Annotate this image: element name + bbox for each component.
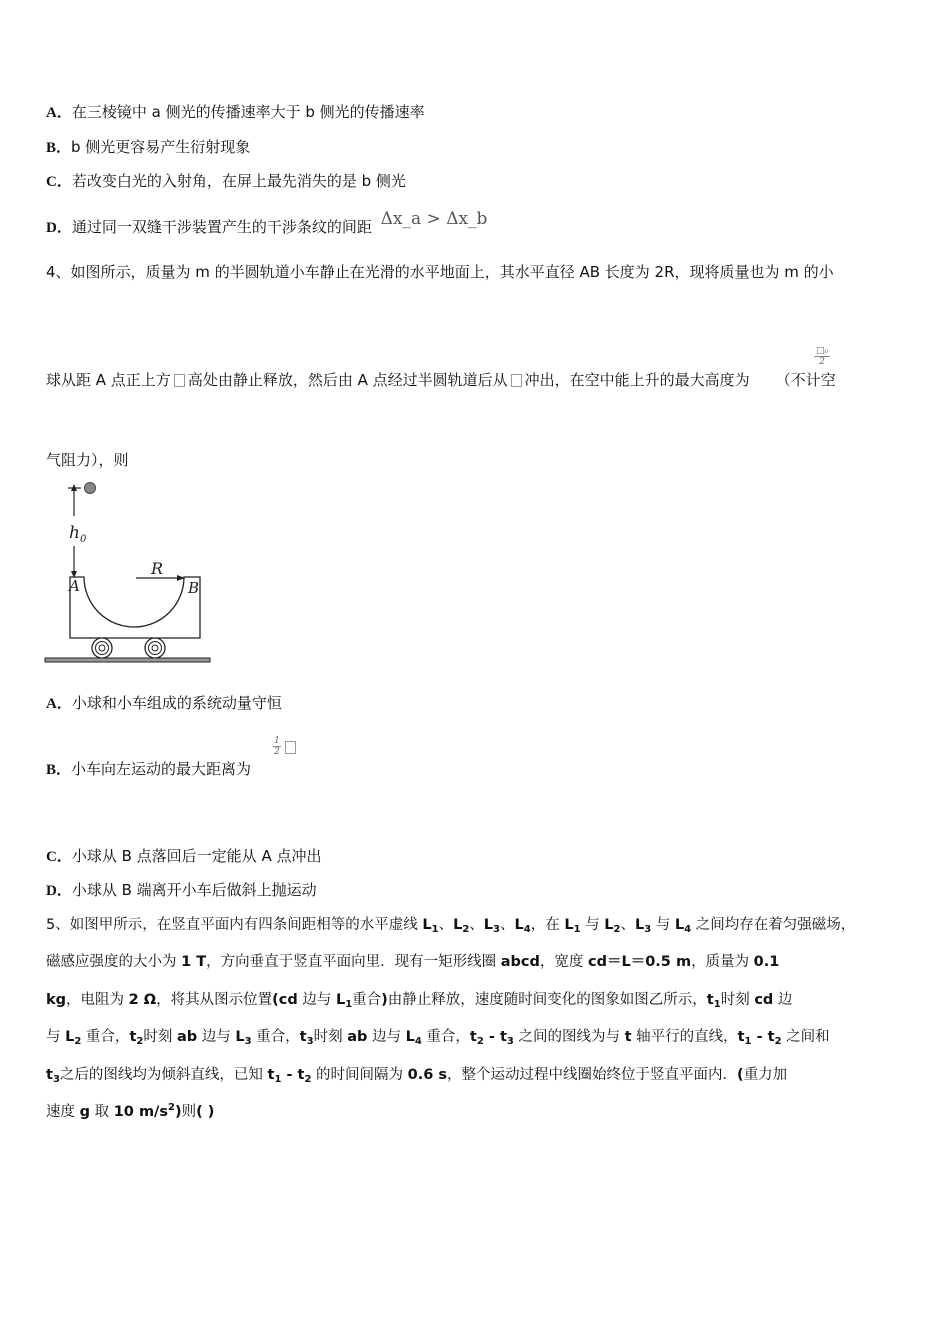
half-pipe-cart-figure xyxy=(44,478,214,664)
option-text: 在三棱镜中 a 侧光的传播速率大于 b 侧光的传播速率 xyxy=(71,103,425,121)
line-l3: $L_3$ xyxy=(235,1029,252,1047)
q5-text: 5、如图甲所示，在竖直平面内有四条间距相等的水平虚线 xyxy=(46,917,423,933)
q5-text: 时刻 xyxy=(313,1029,348,1045)
line-l2: $L_2$ xyxy=(65,1029,82,1047)
q4-stem-line2 xyxy=(46,370,836,390)
option-label: B． xyxy=(46,762,72,778)
q5-line3 xyxy=(46,990,792,1010)
q5-text: ，质量为 xyxy=(691,954,754,970)
distance-fraction-image: $\frac{1}{2}$ xyxy=(274,736,280,757)
q5-text: 边与 xyxy=(297,992,336,1008)
q5-text: 磁感应强度的大小为 xyxy=(46,954,182,970)
q5-text: 之后的图线均为倾斜直线，已知 xyxy=(59,1067,268,1083)
line-l3: $L_3$ xyxy=(634,917,652,935)
line-l4: $L_4$ xyxy=(514,917,531,935)
formula-delta-x: Δx_a > Δx_b xyxy=(380,209,488,229)
mass-unit: kg xyxy=(46,992,67,1008)
q5-text: 边与 xyxy=(367,1029,406,1045)
line-l1: $L_1$ xyxy=(564,917,581,935)
ball xyxy=(85,483,96,494)
resistance-value: 2 Ω xyxy=(128,992,157,1008)
height-fraction-image: □₀ 2 xyxy=(815,346,829,367)
q5-text: ，宽度 xyxy=(539,954,588,970)
q5-text: 重合， xyxy=(81,1029,130,1045)
option-text: 小球从 B 点落回后一定能从 A 点冲出 xyxy=(71,847,322,865)
q5-text: ，整个运动过程中线圈始终位于竖直平面内． xyxy=(447,1067,738,1083)
option-label: D． xyxy=(46,883,72,899)
time-t1: $t_1$ xyxy=(706,992,721,1010)
option-label: A． xyxy=(46,696,72,712)
line-l2: $L_2$ xyxy=(604,917,621,935)
option-text: 通过同一双缝干涉装置产生的干涉条纹的间距 xyxy=(71,218,372,236)
q5-text: 速度 xyxy=(46,1104,80,1120)
q4-option-b xyxy=(46,759,251,780)
q4-option-c xyxy=(46,846,321,867)
time-t3: $t_3$ xyxy=(299,1029,314,1047)
q4-stem-line3: 气阻力），则 xyxy=(46,451,129,469)
q5-text: 之间均存在着匀强磁场， xyxy=(691,917,856,933)
interval-t2-t3: $t_2 - t_3$ xyxy=(469,1029,514,1047)
option-label: C． xyxy=(46,174,72,190)
line-l1: $L_1$ xyxy=(422,917,439,935)
q5-symbol: ab xyxy=(347,1029,368,1045)
ground xyxy=(45,658,210,662)
distance-formula-image xyxy=(285,741,296,754)
q3-option-d xyxy=(46,209,488,238)
q5-text: 重合 xyxy=(352,992,382,1008)
q5-line1: 5、如图甲所示，在竖直平面内有四条间距相等的水平虚线 $L_1$、$L_2$、$L_3$、$L_4$，在 $L_1$ 与 $L_2$、$L_3$ 与 $L_4$ 之间均存在着匀强磁场， xyxy=(46,917,856,935)
q5-text: ，在 xyxy=(530,917,565,933)
option-text: 小球和小车组成的系统动量守恒 xyxy=(71,694,282,712)
interval-t1-t2: $t_1 - t_2$ xyxy=(267,1067,312,1085)
q5-text: 与 xyxy=(580,917,605,933)
q4-text-part: 高处由静止释放，然后由 A 点经过半圆轨道后从 xyxy=(187,371,508,389)
q5-symbol: (cd xyxy=(272,992,298,1008)
q3-option-b xyxy=(46,137,250,158)
q4-text-part: （不计空 xyxy=(775,371,836,389)
q5-text: 与 xyxy=(651,917,675,933)
point-formula-image xyxy=(511,374,522,387)
q5-text: 的时间间隔为 xyxy=(311,1067,408,1083)
answer-blank: ( ) xyxy=(196,1104,215,1120)
q5-symbol: t xyxy=(624,1029,632,1045)
q5-text: 则 xyxy=(181,1104,197,1120)
left-wheel xyxy=(92,638,112,658)
right-wheel xyxy=(145,638,165,658)
mass-value: 0.1 xyxy=(753,954,780,970)
q4-text-part: 冲出，在空中能上升的最大高度为 xyxy=(524,371,750,389)
radius-label: R xyxy=(151,559,164,578)
line-l3: $L_3$ xyxy=(483,917,500,935)
q3-option-c xyxy=(46,171,406,192)
option-label: D． xyxy=(46,220,72,236)
line-l4: $L_4$ xyxy=(405,1029,422,1047)
q5-text: 重力加 xyxy=(743,1067,788,1083)
option-text: 小球从 B 端离开小车后做斜上抛运动 xyxy=(71,881,317,899)
interval-t1-t2: $t_1 - t_2$ xyxy=(737,1029,782,1047)
q5-symbol: cd xyxy=(754,992,774,1008)
q5-text: 之间和 xyxy=(781,1029,830,1045)
q5-text: 由静止释放，速度随时间变化的图象如图乙所示， xyxy=(387,992,707,1008)
line-l2: $L_2$ xyxy=(453,917,470,935)
point-a-label: A xyxy=(69,577,80,595)
option-label: C． xyxy=(46,849,72,865)
q5-text: ，电阻为 xyxy=(66,992,129,1008)
point-b-label: B xyxy=(188,579,200,597)
option-label: A． xyxy=(46,105,72,121)
cart-body xyxy=(70,577,200,638)
h0-formula-image xyxy=(174,374,185,387)
q4-stem-line1: 4、如图所示，质量为 m 的半圆轨道小车静止在光滑的水平地面上，其水平直径 AB 长度为 2R，现将质量也为 m 的小 xyxy=(46,263,834,281)
q4-option-a xyxy=(46,693,282,714)
line-l4: $L_4$ xyxy=(674,917,692,935)
q5-text: 重合， xyxy=(421,1029,470,1045)
q5-text: 之间的图线为与 xyxy=(513,1029,625,1045)
interval-value: 0.6 s xyxy=(407,1067,448,1083)
q5-line2 xyxy=(46,952,779,972)
option-text: 小车向左运动的最大距离为 xyxy=(71,760,252,778)
q5-text: 、 xyxy=(620,917,635,933)
q5-text: 与 xyxy=(46,1029,66,1045)
line-l1: $L_1$ xyxy=(335,992,353,1010)
q5-text: 边与 xyxy=(197,1029,236,1045)
h0-label: $h_0$ xyxy=(69,523,87,545)
q5-symbol: ( xyxy=(737,1067,744,1083)
q5-line4 xyxy=(46,1027,830,1047)
q5-text: 轴平行的直线， xyxy=(631,1029,738,1045)
option-label: B． xyxy=(46,140,72,156)
option-text: 若改变白光的入射角，在屏上最先消失的是 b 侧光 xyxy=(71,172,406,190)
q5-line6 xyxy=(46,1102,214,1122)
field-strength-value: 1 T xyxy=(181,954,207,970)
q5-text: ，方向垂直于竖直平面向里．现有一矩形线圈 xyxy=(206,954,501,970)
q4-option-d xyxy=(46,880,317,901)
coil-name: abcd xyxy=(500,954,540,970)
time-t3: $t_3$ xyxy=(46,1067,60,1085)
coil-width-value: cd＝L＝0.5 m xyxy=(588,954,692,970)
q4-text-part: 球从距 A 点正上方 xyxy=(46,371,171,389)
q5-text: 时刻 xyxy=(143,1029,177,1045)
q5-symbol: ab xyxy=(176,1029,198,1045)
q5-symbol: ) xyxy=(381,992,388,1008)
q5-text: ，将其从图示位置 xyxy=(156,992,273,1008)
q3-option-a xyxy=(46,102,425,123)
time-t2: $t_2$ xyxy=(129,1029,144,1047)
q5-text: 时刻 xyxy=(720,992,755,1008)
gravity-value: 10 $m/s^2$) xyxy=(113,1102,182,1120)
q5-text: 重合， xyxy=(251,1029,300,1045)
q5-symbol: g xyxy=(79,1104,90,1120)
q5-text: 取 xyxy=(90,1104,114,1120)
option-text: b 侧光更容易产生衍射现象 xyxy=(71,138,251,156)
q5-line5 xyxy=(46,1065,787,1085)
q5-text: 边 xyxy=(773,992,793,1008)
